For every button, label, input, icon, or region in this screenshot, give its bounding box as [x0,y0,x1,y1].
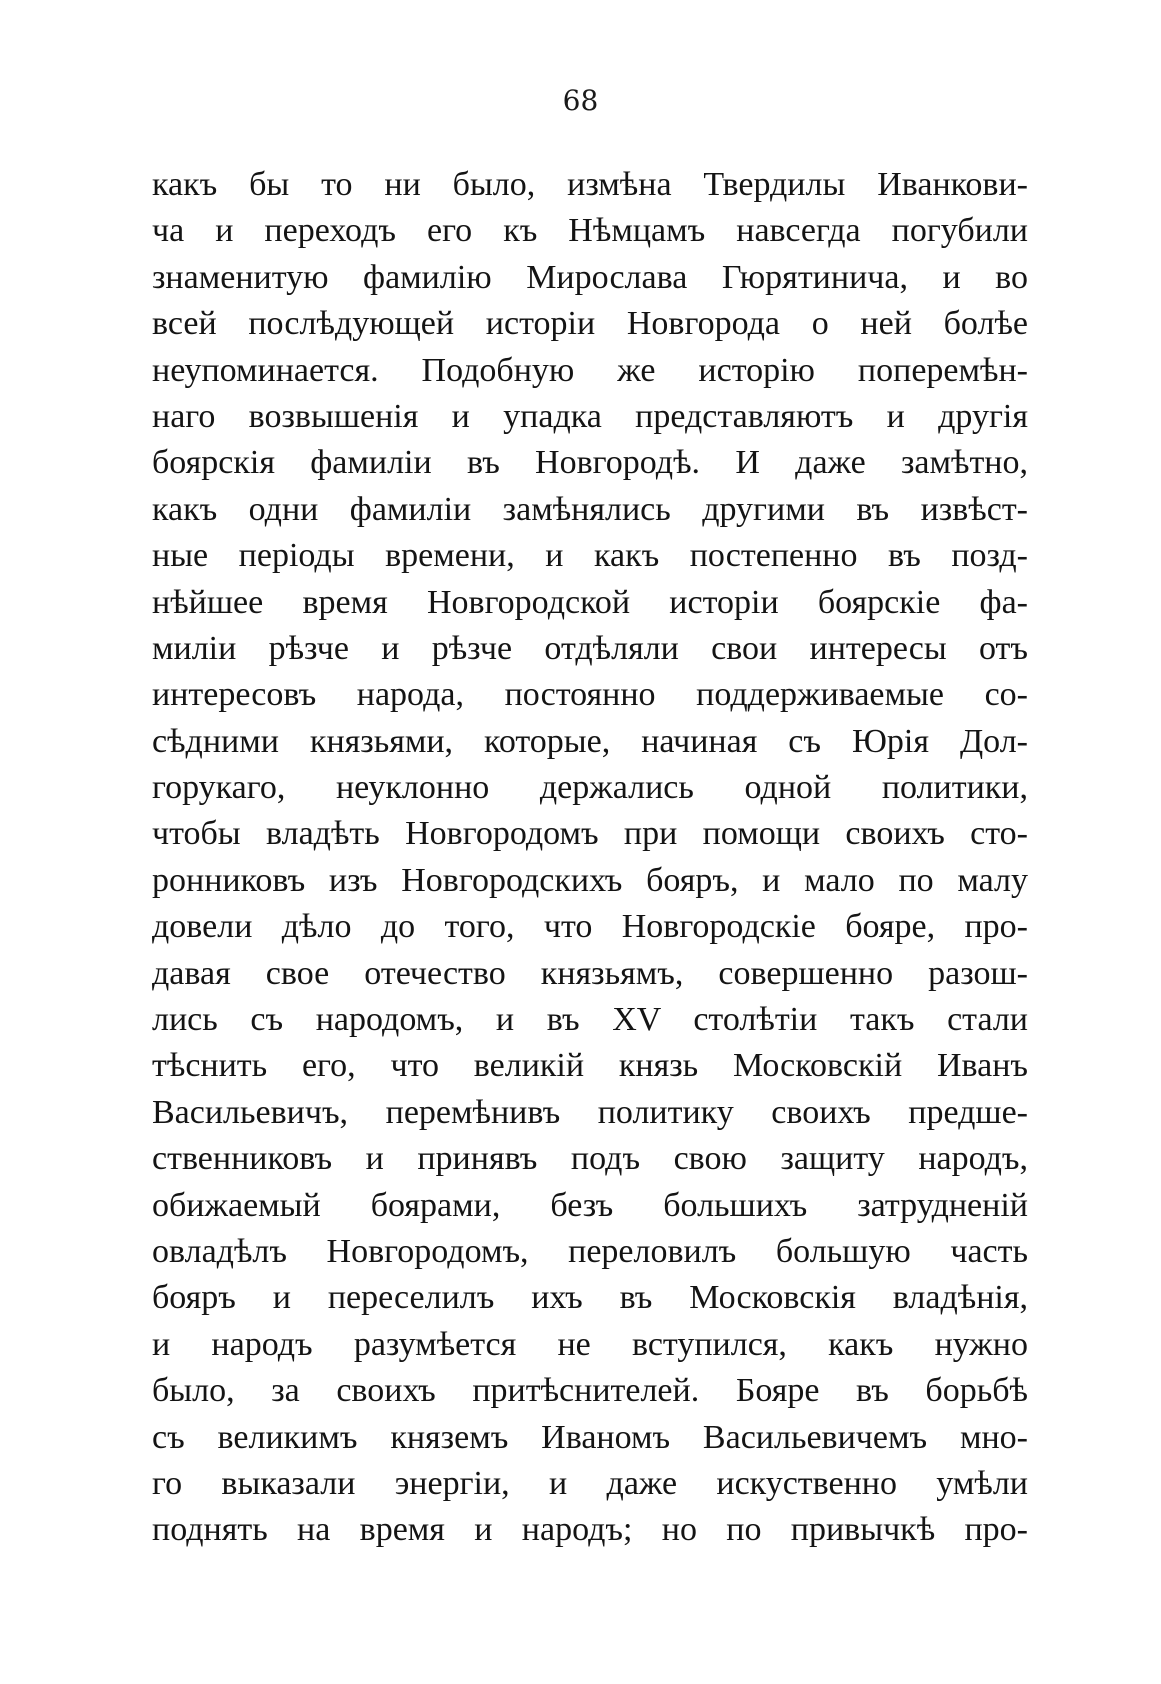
text-line: ные періоды времени, и какъ постепенно въ позд- [152,537,1028,575]
text-line: овладѣлъ Новгородомъ, переловилъ большую часть [152,1232,1028,1270]
text-line: нѣйшее время Новгородской исторіи боярскіе фа- [152,583,1028,621]
text-line: бояръ и переселилъ ихъ въ Московскія владѣнія, [152,1279,1028,1317]
text-line: какъ бы то ни было, измѣна Твердилы Иванкови- [152,166,1028,203]
text-line: неупоминается. Подобную же исторію поперемѣн- [152,351,1028,389]
text-line: горукаго, неуклонно держались одной политики, [152,769,1028,807]
text-line: ронниковъ изъ Новгородскихъ бояръ, и мало по малу [152,861,1028,899]
text-line: интересовъ народа, постоянно поддерживаемые со- [152,676,1028,714]
text-line: сѣдними князьями, которые, начиная съ Юрія Дол- [152,722,1028,760]
text-line: наго возвышенія и упадка представляютъ и другія [152,397,1028,435]
text-line: знаменитую фамилію Мирослава Гюрятинича, и во [152,258,1028,296]
text-line: лись съ народомъ, и въ XV столѣтіи такъ стали [152,1001,1028,1039]
text-line: Васильевичъ, перемѣнивъ политику своихъ предше- [152,1093,1028,1131]
text-line: обижаемый боярами, безъ большихъ затрудненій [152,1186,1028,1224]
text-line: поднять на время и народъ; но по привычкѣ про- [152,1511,1028,1549]
body-text [152,162,1028,1554]
text-line: давая свое отечество князьямъ, совершенно разош- [152,954,1028,992]
text-line: ственниковъ и принявъ подъ свою защиту народъ, [152,1140,1028,1178]
text-line: тѣснить его, что великій князь Московскій Иванъ [152,1047,1028,1085]
text-line: какъ одни фамиліи замѣнялись другими въ извѣст- [152,490,1028,528]
text-line: было, за своихъ притѣснителей. Бояре въ борьбѣ [152,1372,1028,1410]
text-line: боярскія фамиліи въ Новгородѣ. И даже замѣтно, [152,444,1028,482]
text-line: го выказали энергіи, и даже искуственно умѣли [152,1464,1028,1502]
text-line: миліи рѣзче и рѣзче отдѣляли свои интересы отъ [152,629,1028,667]
text-line: всей послѣдующей исторіи Новгорода о ней болѣе [152,305,1028,343]
text-line: довели дѣло до того, что Новгородскіе бояре, про- [152,908,1028,946]
text-line: ча и переходъ его къ Нѣмцамъ навсегда погубили [152,212,1028,250]
text-line: чтобы владѣть Новгородомъ при помощи своихъ сто- [152,815,1028,853]
text-line: и народъ разумѣется не вступился, какъ нужно [152,1325,1028,1363]
page-number: 68 [562,84,599,117]
text-line: съ великимъ княземъ Иваномъ Васильевичемъ мно- [152,1418,1028,1456]
